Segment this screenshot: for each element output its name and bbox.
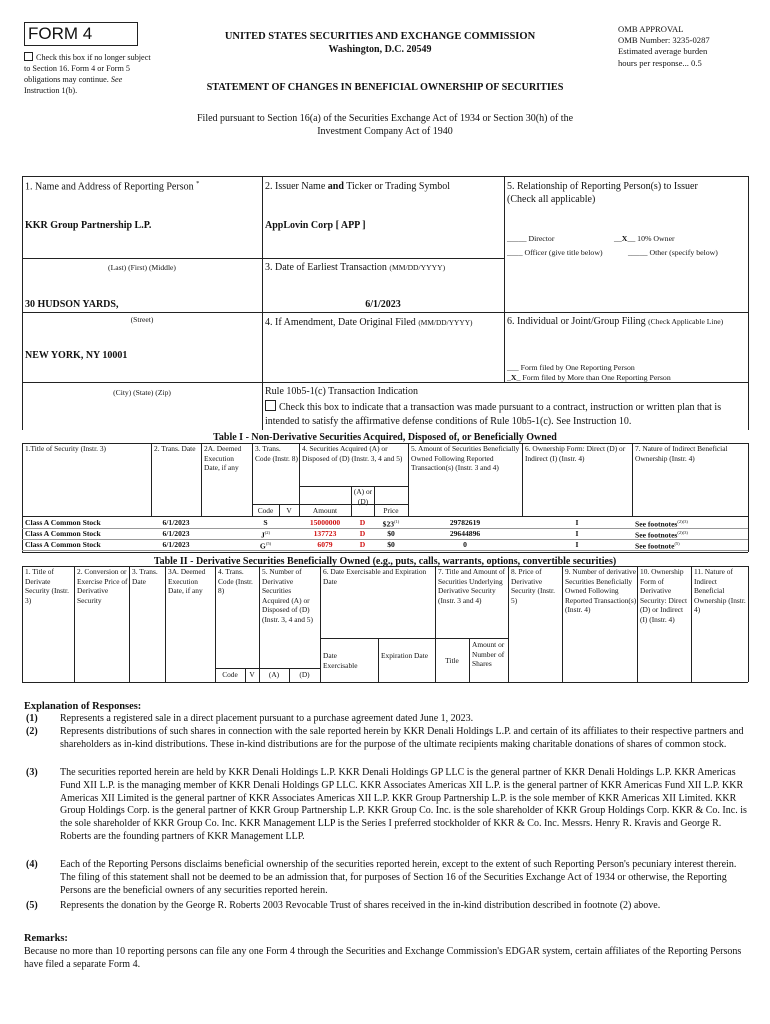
t2-sub-code: Code [222,670,238,679]
footnote-text: Each of the Reporting Persons disclaims beneficial ownership of the securities reported herein, except to the extent of such Reporting Person's pecuniary interest therein. The filing of this statement shall not be deemed to be an admission that, for purposes of Section 16 of the Securities Exchange Act of 1934 or otherwise, the Reporting Persons are the beneficial owners of any securities reported herein. [60,859,737,896]
t1-header-title: 1.Title of Security (Instr. 3) [25,444,107,453]
t1-cell-ad: D [359,529,366,538]
t1-cell-form: I [575,540,579,549]
omb-approval [618,24,758,69]
instruction-ref: Instruction 1(b). [24,86,78,95]
t1-cell-title: Class A Common Stock [25,540,101,549]
reporting-person-street: 30 HUDSON YARDS, [25,299,119,310]
explanation-title: Explanation of Responses: [24,701,142,712]
t2-sub-exp: Expiration Date [381,651,428,660]
t1-cell-code: $J^{(2)}$ [260,530,271,540]
t1-cell-owned: 0 [463,540,467,549]
more-post: _ Form filed by More than One Reporting Person [516,373,671,382]
t2-sub-d: (D) [299,670,310,679]
footnote-number: (2) [26,726,38,737]
ten-pct-mark: X [621,234,628,243]
box1-marker: * [196,180,200,187]
footnote-number: (3) [26,767,38,778]
omb-line: hours per response... 0.5 [618,57,702,68]
t2-header-number: 5. Number of Derivative Securities Acquired (A) or Disposed of (D) (Instr. 3, 4 and 5) [262,567,313,624]
t2-header-price: 8. Price of Derivative Security (Instr. 5) [511,567,555,605]
filed-pursuant-line2: Investment Company Act of 1940 [317,126,453,137]
box5-label-text: 5. Relationship of Reporting Person(s) to Issuer [507,181,698,192]
officer-option: ____ Officer (give title below) [507,248,603,257]
t1-cell-nature: See footnotes$^{(2)(3)}$ [635,519,688,529]
t1-cell-ad: D [359,540,366,549]
street-caption: (Street) [130,315,154,324]
t1-cell-price: $0 [387,540,395,549]
other-option: _____ Other (specify below) [628,248,718,257]
t2-header-conversion: 2. Conversion or Exercise Price of Derivative Security [77,567,128,605]
section16-checkbox[interactable] [24,52,33,61]
more-mark: X [510,373,517,382]
t1-cell-owned: 29782619 [449,518,481,527]
t2-header-exercisable: 6. Date Exercisable and Expiration Date [323,567,427,586]
footnote-number: (5) [26,900,38,911]
section16-checkbox-block [24,52,152,96]
omb-line: OMB Number: 3235-0287 [618,35,710,46]
t1-sub-price: Price [383,506,399,515]
t1-cell-nature: See footnotes$^{(2)(3)}$ [635,530,688,540]
t1-cell-date: 6/1/2023 [162,529,190,538]
t1-sub-ad: (A) or (D) [353,487,373,506]
agency-name: UNITED STATES SECURITIES AND EXCHANGE COMMISSION [224,31,536,42]
box3-label-fmt: (MM/DD/YYYY) [389,263,446,272]
t2-sub-date-ex: Date Exercisable [323,651,358,670]
name-caption: (Last) (First) (Middle) [108,263,176,272]
t2-header-form: 10. Ownership Form of Derivative Security: Direct (D) or Indirect (I) (Instr. 4) [640,567,687,624]
t1-cell-code: $G^{(5)}$ [259,541,272,551]
rule-10b5-checkbox[interactable] [265,400,276,411]
box5-sub: (Check all applicable) [507,194,596,205]
t1-header-form: 6. Ownership Form: Direct (D) or Indirect (I) (Instr. 4) [525,444,626,463]
box2-label-and: and [327,181,344,192]
remarks-text: Because no more than 10 reporting persons can file any one Form 4 through the Securities and Exchange Commission's EDGAR system, certain affiliates of the Reporting Persons have filed a separate Form 4. [24,946,742,970]
table2-title: Table II - Derivative Securities Beneficially Owned (e.g., puts, calls, warrants, options, convertible securities) [153,556,617,567]
t2-header-date: 3. Trans. Date [132,567,158,586]
issuer-name: AppLovin Corp [ APP ] [265,220,366,231]
box1-label-text: 1. Name and Address of Reporting Person [25,181,194,193]
ten-pct-post: __ 10% Owner [627,234,675,243]
footnote-number: (1) [26,713,38,724]
t1-cell-date: 6/1/2023 [162,518,190,527]
t1-header-owned: 5. Amount of Securities Beneficially Owned Following Reported Transaction(s) (Instr. 3 and 4) [411,444,520,472]
filed-pursuant-line1: Filed pursuant to Section 16(a) of the Securities Exchange Act of 1934 or Section 30(h) of the [196,113,574,124]
footnote-text: Represents a registered sale in a direct placement pursuant to a purchase agreement dated June 1, 2023. [60,713,474,724]
more-pre: _ [507,373,511,382]
agency-location: Washington, D.C. 20549 [328,44,432,55]
t2-header-code: 4. Trans. Code (Instr. 8) [218,567,253,595]
t1-cell-title: Class A Common Stock [25,518,101,527]
table1-title: Table I - Non-Derivative Securities Acquired, Disposed of, or Beneficially Owned [213,432,557,443]
box4-label [265,316,510,329]
t1-cell-owned: 29644896 [449,529,481,538]
box6-label [507,316,747,328]
city-caption: (City) (State) (Zip) [113,388,171,397]
rule-10b5-text: Check this box to indicate that a transaction was made pursuant to a contract, instruction or written plan that is intended to satisfy the affirmative defense conditions of Rule 10b5-1(c). See Instruction 10. [265,402,722,427]
see-word: See [110,75,123,84]
box2-label [265,180,503,193]
t1-cell-code: S [263,518,268,527]
t1-cell-title: Class A Common Stock [25,529,101,538]
t1-cell-amount: 15000000 [309,518,341,527]
t1-sub-v: V [286,506,292,515]
t2-header-underlying: 7. Title and Amount of Securities Underlying Derivative Security (Instr. 3 and 4) [438,567,506,605]
more-persons-option [507,373,671,382]
t2-header-title: 1. Title of Derivate Security (Instr. 3) [25,567,69,605]
omb-line: Estimated average burden [618,46,708,57]
form-title: FORM 4 [24,22,138,46]
t1-sub-code: Code [257,506,274,515]
statement-title: STATEMENT OF CHANGES IN BENEFICIAL OWNERSHIP OF SECURITIES [206,82,564,93]
box6-label-note: (Check Applicable Line) [648,317,724,326]
t2-header-nature: 11. Nature of Indirect Beneficial Ownership (Instr. 4) [694,567,746,614]
section16-checkbox-text: Check this box if no longer subject to Section 16. Form 4 or Form 5 obligations may continue. [24,53,151,84]
t1-cell-amount: 137723 [313,529,337,538]
ten-pct-pre: __ [614,234,622,243]
rule-10b5-title: Rule 10b5-1(c) Transaction Indication [265,386,419,397]
t1-header-deemed: 2A. Deemed Execution Date, if any [204,444,242,472]
director-option: _____ Director [507,234,555,243]
t1-cell-form: I [575,529,579,538]
t2-header-deemed: 3A. Deemed Execution Date, if any [168,567,206,595]
t1-cell-price: $23$^{(1)}$ [382,519,400,529]
t2-header-owned: 9. Number of derivative Securities Beneficially Owned Following Reported Transaction(s) (Instr. 4) [565,567,637,614]
t2-sub-amount: Amount or Number of Shares [472,640,505,668]
t1-header-nature: 7. Nature of Indirect Beneficial Ownership (Instr. 4) [635,444,728,463]
t1-header-acquired: 4. Securities Acquired (A) or Disposed of (D) (Instr. 3, 4 and 5) [302,444,403,463]
footnote-number: (4) [26,859,38,870]
t1-cell-form: I [575,518,579,527]
remarks-title: Remarks: [24,933,68,944]
t1-cell-ad: D [359,518,366,527]
t2-sub-title: Title [445,656,459,665]
box3-label-text: 3. Date of Earliest Transaction [265,262,387,273]
t2-sub-v: V [249,670,255,679]
t1-header-date: 2. Trans. Date [154,444,196,453]
t2-sub-a: (A) [268,670,280,679]
reporting-person-name: KKR Group Partnership L.P. [25,220,152,231]
box4-label-fmt: (MM/DD/YYYY) [418,318,473,327]
t1-cell-amount: 6079 [317,540,333,549]
footnote-text: The securities reported herein are held by KKR Denali Holdings L.P. KKR Denali Holdings GP LLC is the general partner of KKR Denali Holdings L.P. KKR Americas Fund XII L.P. is the managing member of KKR Denali Holdings GP LLC. KKR Associates Americas XII L.P. is the general partner of KKR Americas Fund XII L.P. KKR Americas XII Limited is the general partner of KKR Associates Americas XII L.P. KKR Group Partnership L.P. is the sole member of KKR Americas XII Limited. KKR Group Holdings Corp. is the general partner of KKR Group Partnership L.P. KKR Group Co. Inc. is the sole shareholder of KKR Group Holdings Corp. KKR & Co. Inc. is the sole shareholder of KKR Group Co. Inc. KKR Management LLP is the Series I preferred stockholder of KKR & Co. Inc. Messrs. Henry R. Kravis and George R. Roberts are the founding partners of KKR Management LLP. [60,767,747,842]
t1-cell-nature: See footnote$^{(5)}$ [635,541,680,551]
box4-label-text: 4. If Amendment, Date Original Filed [265,317,416,328]
box6-label-text: 6. Individual or Joint/Group Filing [507,316,646,327]
t1-cell-date: 6/1/2023 [162,540,190,549]
box1-label [25,180,261,193]
box2-label-post: Ticker or Trading Symbol [346,181,451,192]
footnote-text: Represents distributions of such shares in connection with the sale reported herein by KKR Denali Holdings L.P. and certain of its affiliates to their respective partners and shareholders as in-kind distributions. These in-kind distributions are for the purpose of the ultimate recipients making charitable donations of shares of common stock. [60,726,744,750]
ten-pct-owner-option [614,234,675,243]
t1-sub-amount: Amount [312,506,338,515]
box3-label [265,261,503,274]
one-person-option: ___ Form filed by One Reporting Person [507,363,635,372]
reporting-person-city: NEW YORK, NY 10001 [25,350,128,361]
rule-10b5-block [265,400,747,428]
earliest-transaction-date: 6/1/2023 [365,299,401,310]
t1-header-code: 3. Trans. Code (Instr. 8) [255,444,298,463]
box2-label-pre: 2. Issuer Name [265,181,326,192]
omb-line: OMB APPROVAL [618,24,684,34]
footnote-text: Represents the donation by the George R. Roberts 2003 Revocable Trust of shares received in the in-kind distribution described in footnote (2) above. [60,900,661,911]
t1-cell-price: $0 [387,529,395,538]
box5-label [507,180,747,206]
